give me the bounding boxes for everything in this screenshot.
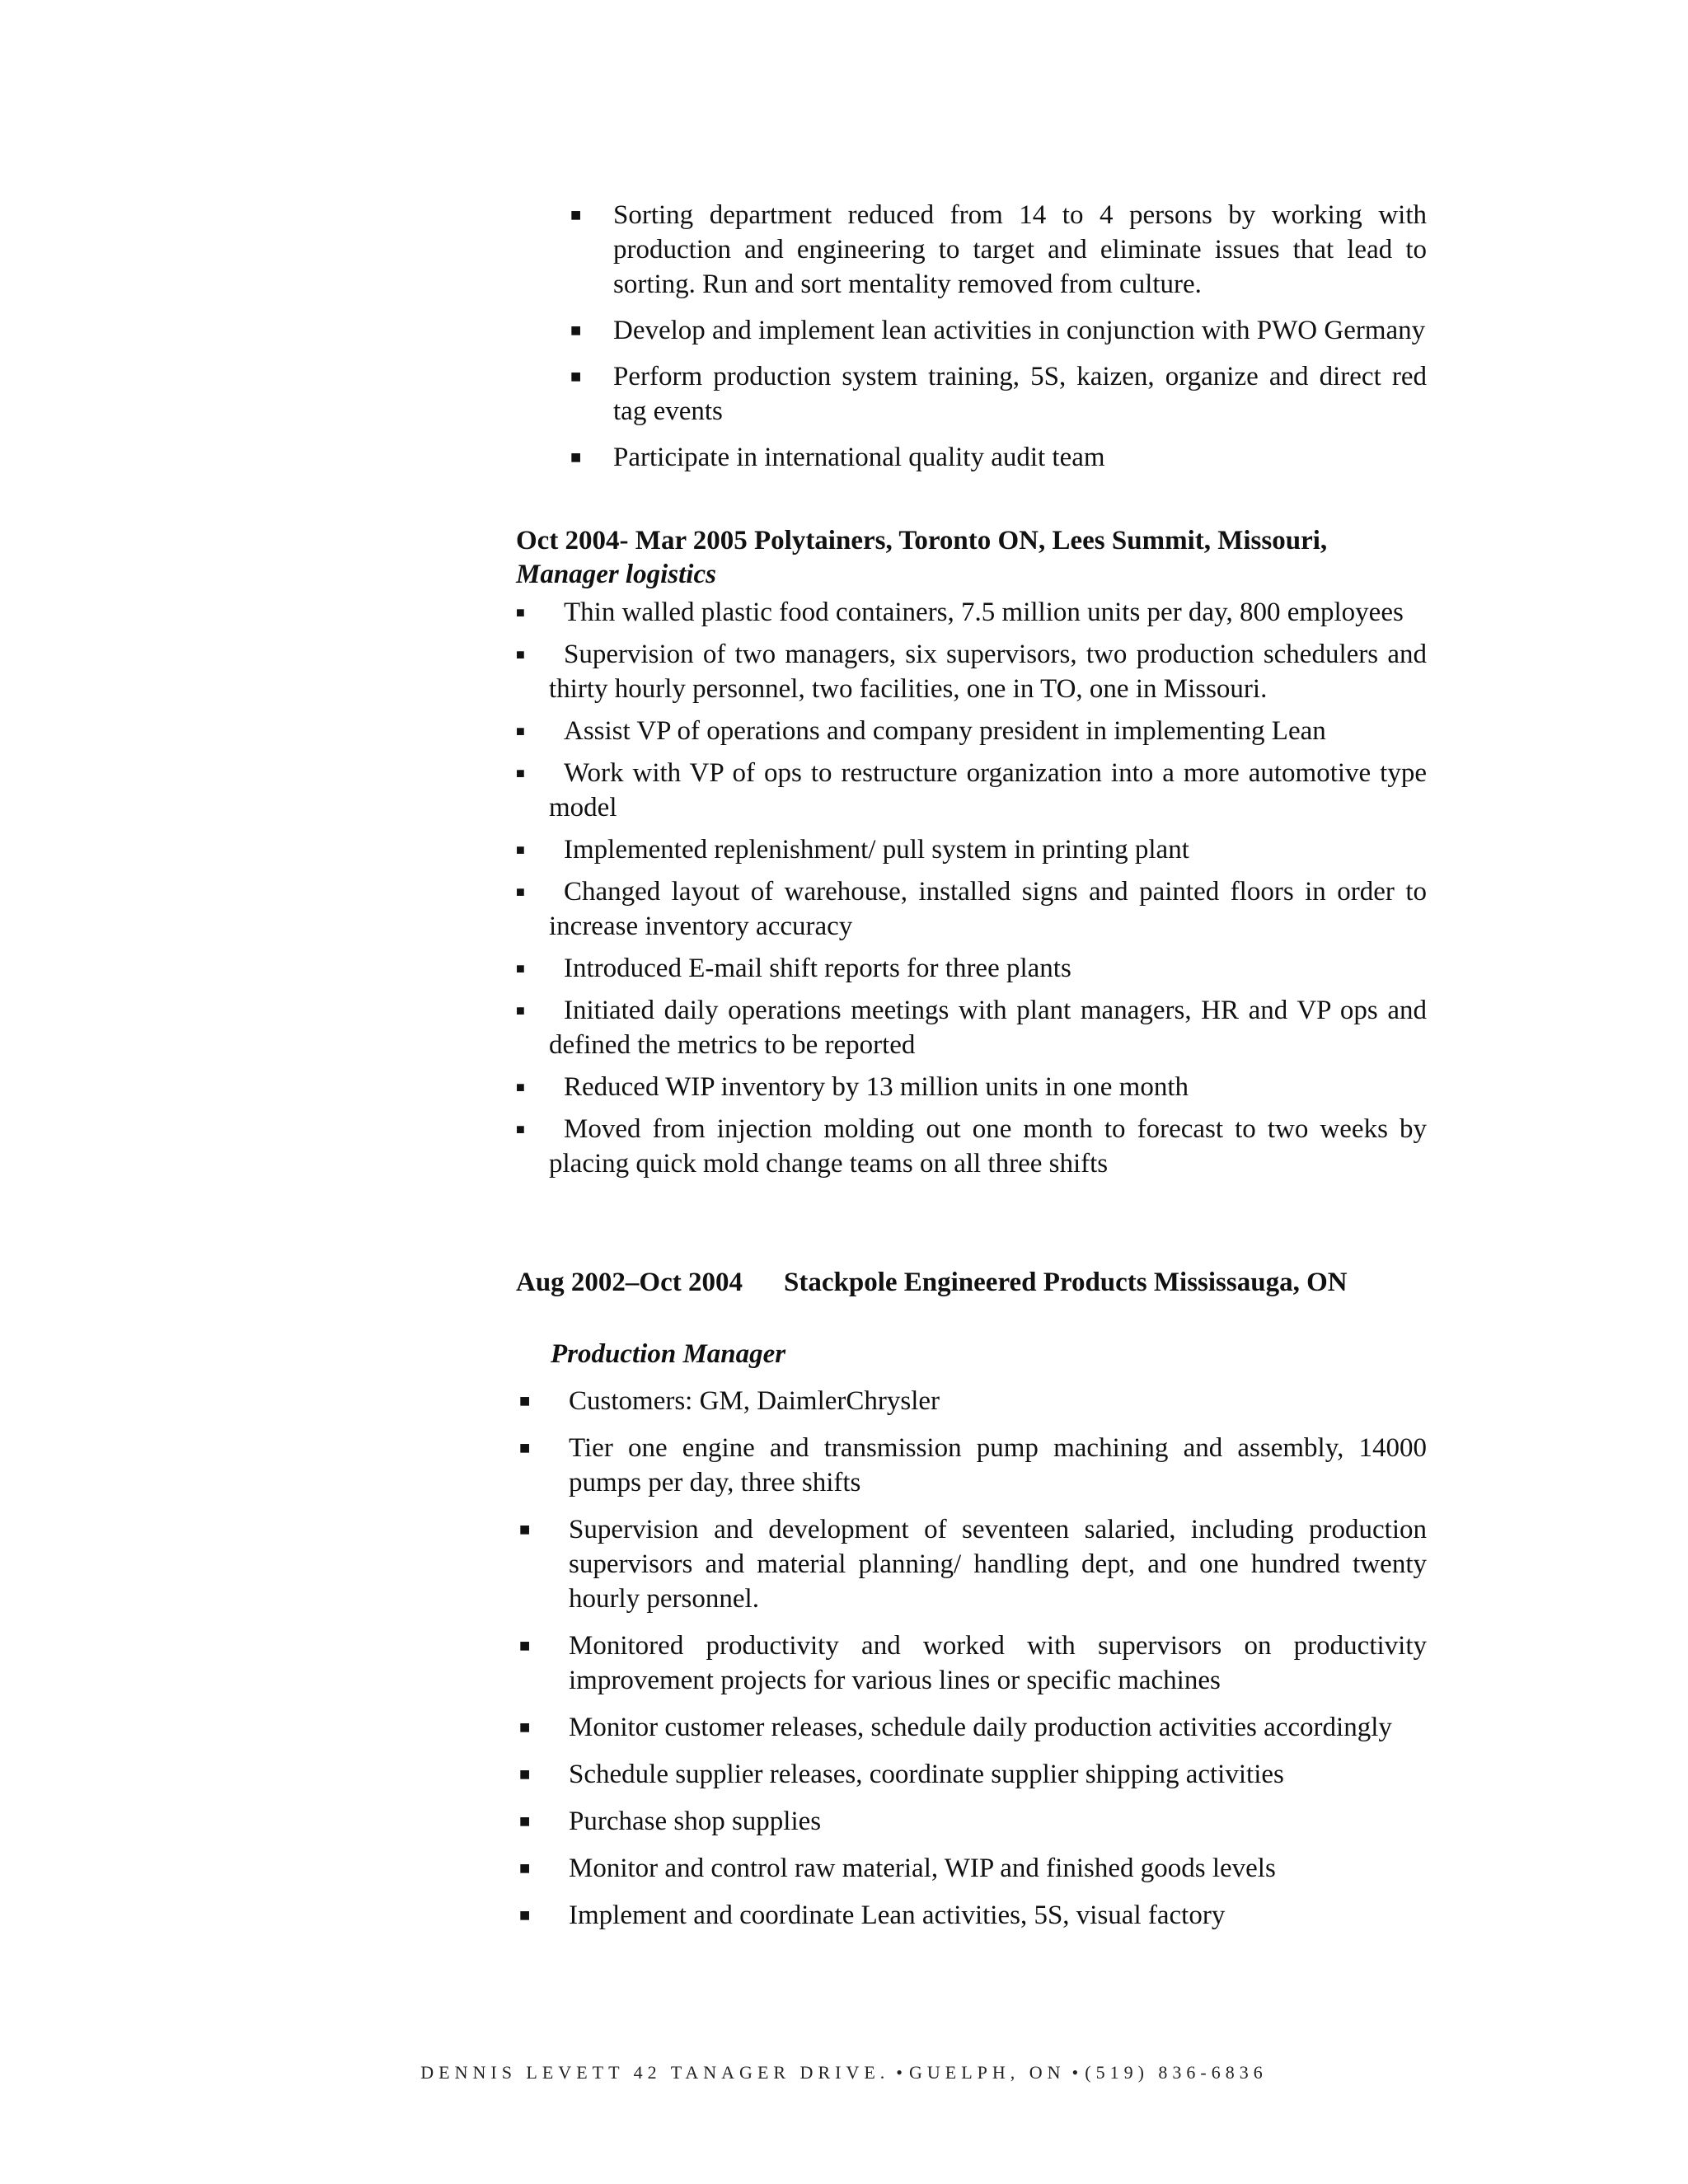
bullet-text: Reduced WIP inventory by 13 million units in one month [564,1072,1189,1102]
bullet-icon: ■ [519,1858,531,1878]
intro-bullet-list [570,198,1427,486]
stackpole-role: Production Manager [551,1339,786,1369]
bullet-text: Tier one engine and transmission pump machining and assembly, 14000 pumps per day, three shifts [569,1433,1427,1497]
footer-phone: (519) 836-6836 [1085,2062,1268,2083]
bullet-text: Supervision of two managers, six supervisors, two production schedulers and thirty hourly personnel, two facilities, one in TO, one in Missouri. [549,640,1427,704]
bullet-icon: ■ [519,1717,531,1737]
bullet-icon: ■ [570,320,582,340]
bullet-icon: ■ [516,765,525,781]
bullet-text: Implemented replenishment/ pull system in printing plant [564,835,1189,865]
bullet-icon: ■ [519,1905,531,1925]
bullet-icon: ■ [516,1121,525,1137]
polytainers-bullet-list [516,595,1427,1188]
list-item [570,359,1427,429]
list-item [516,1431,1427,1500]
stackpole-heading [516,1266,1427,1300]
list-item [516,714,1427,748]
list-item [570,313,1427,348]
list-item [516,1898,1427,1933]
bullet-icon: ■ [516,1002,525,1019]
list-item [516,874,1427,944]
stackpole-bullet-list [516,1384,1427,1945]
bullet-icon: ■ [570,366,582,387]
bullet-text: Schedule supplier releases, coordinate supplier shipping activities [569,1760,1284,1789]
bullet-text: Supervision and development of seventeen salaried, including production supervisors and material planning/ handling dept, and one hundred twenty hourly personnel. [569,1515,1427,1614]
polytainers-role: Manager logistics [516,560,716,589]
bullet-icon: ■ [570,204,582,225]
bullet-icon: ■ [516,960,525,977]
footer-separator: • [1071,2062,1079,2083]
bullet-icon: ■ [519,1390,531,1411]
bullet-text: Purchase shop supplies [569,1807,822,1836]
bullet-icon: ■ [516,1079,525,1095]
list-item [516,1851,1427,1886]
bullet-text: Customers: GM, DaimlerChrysler [569,1386,940,1416]
bullet-text: Implement and coordinate Lean activities, 5S, visual factory [569,1900,1226,1930]
list-item [516,1804,1427,1839]
bullet-text: Monitor customer releases, schedule daily production activities accordingly [569,1713,1392,1742]
bullet-text: Monitored productivity and worked with supervisors on productivity improvement projects for various lines or specific machines [569,1631,1427,1695]
bullet-icon: ■ [516,646,525,663]
list-item [516,637,1427,706]
footer-city: GUELPH, ON [908,2062,1066,2083]
bullet-text: Assist VP of operations and company president in implementing Lean [564,716,1326,746]
list-item [516,1629,1427,1698]
bullet-text: Perform production system training, 5S, kaizen, organize and direct red tag events [613,362,1427,426]
list-item [516,951,1427,986]
bullet-icon: ■ [570,447,582,467]
list-item [516,1757,1427,1792]
bullet-text: Work with VP of ops to restructure organization into a more automotive type model [549,758,1427,823]
bullet-icon: ■ [519,1811,531,1831]
bullet-icon: ■ [516,841,525,858]
bullet-text: Sorting department reduced from 14 to 4 persons by working with production and engineering to target and eliminate issues that lead to sorting. Run and sort mentality removed from culture. [613,200,1427,299]
bullet-text: Introduced E-mail shift reports for three plants [564,954,1071,983]
bullet-text: Moved from injection molding out one month to forecast to two weeks by placing quick mold change teams on all three shifts [549,1114,1427,1179]
list-item [516,1070,1427,1104]
list-item [516,832,1427,867]
stackpole-dates: Aug 2002–Oct 2004 [516,1268,743,1297]
bullet-text: Initiated daily operations meetings with plant managers, HR and VP ops and defined the metrics to be reported [549,996,1427,1060]
list-item [516,1384,1427,1418]
list-item [570,198,1427,302]
list-item [516,1112,1427,1181]
list-item [516,1710,1427,1745]
list-item [516,993,1427,1062]
footer-contact [0,2062,1688,2083]
bullet-icon: ■ [519,1764,531,1784]
list-item [516,756,1427,825]
bullet-icon: ■ [516,723,525,739]
polytainers-dates-company: Oct 2004- Mar 2005 Polytainers, Toronto ON, Lees Summit, Missouri, [516,526,1328,555]
footer-separator: • [896,2062,903,2083]
bullet-text: Develop and implement lean activities in conjunction with PWO Germany [613,316,1426,345]
bullet-text: Participate in international quality audit team [613,443,1105,472]
bullet-icon: ■ [519,1635,531,1656]
bullet-text: Thin walled plastic food containers, 7.5 million units per day, 800 employees [564,598,1404,627]
bullet-text: Monitor and control raw material, WIP and finished goods levels [569,1854,1276,1883]
footer-name-address: DENNIS LEVETT 42 TANAGER DRIVE. [420,2062,890,2083]
list-item [570,440,1427,475]
bullet-icon: ■ [519,1437,531,1458]
list-item [516,595,1427,630]
bullet-icon: ■ [519,1519,531,1540]
polytainers-heading [516,524,1427,592]
bullet-icon: ■ [516,604,525,621]
stackpole-company: Stackpole Engineered Products Mississauga, ON [784,1268,1348,1297]
list-item [516,1512,1427,1616]
bullet-icon: ■ [516,883,525,900]
bullet-text: Changed layout of warehouse, installed signs and painted floors in order to increase inventory accuracy [549,877,1427,941]
